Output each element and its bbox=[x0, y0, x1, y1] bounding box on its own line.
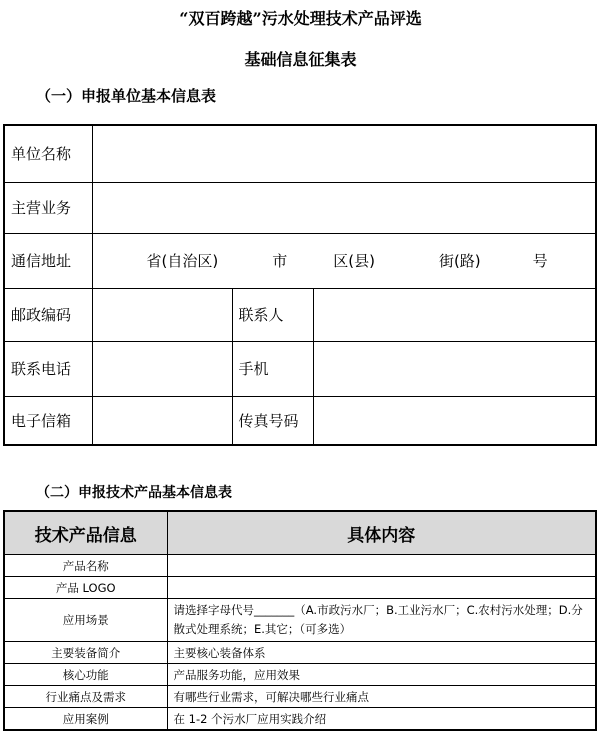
row-label: 产品 LOGO bbox=[4, 577, 167, 599]
table-row bbox=[4, 708, 596, 731]
table-row bbox=[4, 642, 596, 664]
table-row bbox=[4, 686, 596, 708]
fax-field[interactable] bbox=[313, 396, 596, 445]
column-header-product-info: 技术产品信息 bbox=[4, 511, 167, 555]
address-field[interactable] bbox=[92, 233, 596, 288]
contact-label: 联系人 bbox=[232, 288, 313, 341]
section-heading-product: （二）申报技术产品基本信息表 bbox=[36, 485, 232, 501]
fax-label: 传真号码 bbox=[232, 396, 313, 445]
applicant-info-table bbox=[3, 124, 597, 446]
postcode-label: 邮政编码 bbox=[4, 288, 92, 341]
application-case-field[interactable]: 在 1-2 个污水厂应用实践介绍 bbox=[167, 708, 596, 731]
row-label: 主要装备简介 bbox=[4, 642, 167, 664]
address-street: 街(路) bbox=[438, 252, 481, 270]
contact-field[interactable] bbox=[313, 288, 596, 341]
mobile-label: 手机 bbox=[232, 341, 313, 396]
main-business-label: 主营业务 bbox=[4, 182, 92, 233]
core-function-field[interactable]: 产品服务功能，应用效果 bbox=[167, 664, 596, 686]
table-row bbox=[4, 599, 596, 642]
row-label: 应用案例 bbox=[4, 708, 167, 731]
main-business-field[interactable] bbox=[92, 182, 596, 233]
unit-name-label: 单位名称 bbox=[4, 125, 92, 182]
industry-needs-field[interactable]: 有哪些行业需求，可解决哪些行业痛点 bbox=[167, 686, 596, 708]
row-label: 核心功能 bbox=[4, 664, 167, 686]
email-field[interactable] bbox=[92, 396, 232, 445]
row-label: 产品名称 bbox=[4, 555, 167, 577]
postcode-field[interactable] bbox=[92, 288, 232, 341]
product-info-table bbox=[3, 510, 597, 731]
address-province: 省(自治区) bbox=[146, 252, 219, 270]
address-label: 通信地址 bbox=[4, 233, 92, 288]
phone-field[interactable] bbox=[92, 341, 232, 396]
application-scene-field[interactable]: 请选择字母代号_______（A.市政污水厂；B.工业污水厂；C.农村污水处理；D.分散式处理系统；E.其它；（可多选） bbox=[167, 599, 596, 642]
unit-name-field[interactable] bbox=[92, 125, 596, 182]
row-label: 应用场景 bbox=[4, 599, 167, 642]
section-heading-applicant: （一）申报单位基本信息表 bbox=[36, 87, 217, 105]
mobile-field[interactable] bbox=[313, 341, 596, 396]
address-district: 区(县) bbox=[333, 252, 375, 270]
equipment-intro-field[interactable]: 主要核心装备体系 bbox=[167, 642, 596, 664]
address-city: 市 bbox=[272, 252, 288, 270]
column-header-details: 具体内容 bbox=[167, 511, 596, 555]
email-label: 电子信箱 bbox=[4, 396, 92, 445]
table-row bbox=[4, 577, 596, 599]
product-logo-field[interactable] bbox=[167, 577, 596, 599]
document-subtitle: 基础信息征集表 bbox=[244, 50, 357, 69]
product-name-field[interactable] bbox=[167, 555, 596, 577]
row-label: 行业痛点及需求 bbox=[4, 686, 167, 708]
phone-label: 联系电话 bbox=[4, 341, 92, 396]
table-row bbox=[4, 555, 596, 577]
table-row bbox=[4, 664, 596, 686]
address-number: 号 bbox=[532, 252, 548, 270]
document-title: “双百跨越”污水处理技术产品评选 bbox=[179, 9, 422, 28]
